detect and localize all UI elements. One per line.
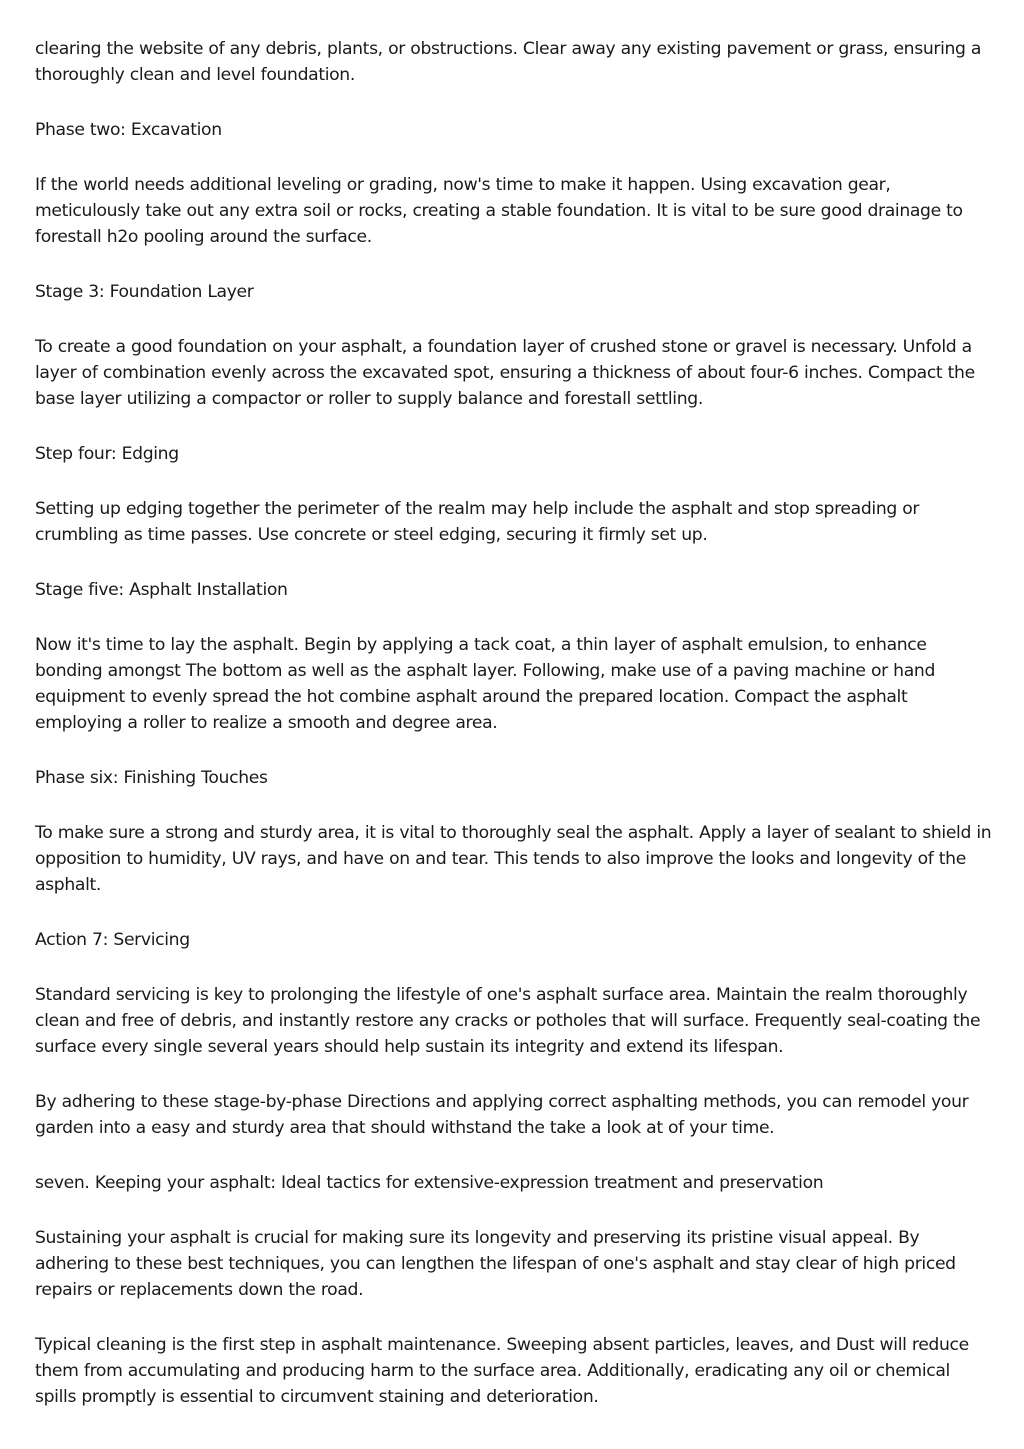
heading-edging: Step four: Edging [35, 444, 179, 464]
heading-excavation: Phase two: Excavation [35, 120, 222, 140]
paragraph-excavation: If the world needs additional leveling or grading, now's time to make it happen. Using excavation gear, meticulously take out any extra soil or rocks, creating a stable foundation. It is vital to be sure good drainage to forestall h2o pooling around the surface. [35, 175, 963, 247]
heading-servicing: Action 7: Servicing [35, 930, 190, 950]
paragraph-foundation-layer: To create a good foundation on your asphalt, a foundation layer of crushed stone or gravel is necessary. Unfold a layer of combination evenly across the excavated spot, ensuring a thickness of about four-6 inches. Compact the base layer utilizing a compactor or roller to supply balance and forestall settling. [35, 337, 975, 409]
heading-keeping-asphalt: seven. Keeping your asphalt: Ideal tactics for extensive-expression treatment and preservation [35, 1173, 824, 1193]
paragraph-asphalt-installation: Now it's time to lay the asphalt. Begin by applying a tack coat, a thin layer of asphalt emulsion, to enhance bonding amongst The bottom as well as the asphalt layer. Following, make use of a paving machine or hand equipment to evenly spread the hot combine asphalt around the prepared location. Compact the asphalt employing a roller to realize a smooth and degree area. [35, 635, 935, 733]
paragraph-sustaining-asphalt: Sustaining your asphalt is crucial for making sure its longevity and preserving its pristine visual appeal. By adhering to these best techniques, you can lengthen the lifespan of one's asphalt and stay clear of high priced repairs or replacements down the road. [35, 1228, 956, 1300]
heading-foundation-layer: Stage 3: Foundation Layer [35, 282, 254, 302]
paragraph-typical-cleaning: Typical cleaning is the first step in asphalt maintenance. Sweeping absent particles, leaves, and Dust will reduce them from accumulating and producing harm to the surface area. Additionally, eradicating any oil or chemical spills promptly is essential to circumvent staining and deterioration. [35, 1335, 969, 1407]
heading-asphalt-installation: Stage five: Asphalt Installation [35, 580, 288, 600]
paragraph-servicing: Standard servicing is key to prolonging the lifestyle of one's asphalt surface area. Maintain the realm thoroughly clean and free of debris, and instantly restore any cracks or potholes that will surface. Frequently seal-coating the surface every single several years should help sustain its integrity and extend its lifespan. [35, 985, 981, 1057]
paragraph-site-clearing: clearing the website of any debris, plants, or obstructions. Clear away any existing pavement or grass, ensuring a thoroughly clean and level foundation. [35, 39, 982, 85]
paragraph-edging: Setting up edging together the perimeter of the realm may help include the asphalt and stop spreading or crumbling as time passes. Use concrete or steel edging, securing it firmly set up. [35, 499, 920, 545]
heading-finishing-touches: Phase six: Finishing Touches [35, 768, 268, 788]
paragraph-finishing-touches: To make sure a strong and sturdy area, it is vital to thoroughly seal the asphalt. Apply a layer of sealant to shield in opposition to humidity, UV rays, and have on and tear. This tends to also improve the looks and longevity of the asphalt. [35, 823, 992, 895]
paragraph-conclusion: By adhering to these stage-by-phase Directions and applying correct asphalting methods, you can remodel your garden into a easy and sturdy area that should withstand the take a look at of your time. [35, 1092, 969, 1138]
document-body [35, 36, 995, 1439]
